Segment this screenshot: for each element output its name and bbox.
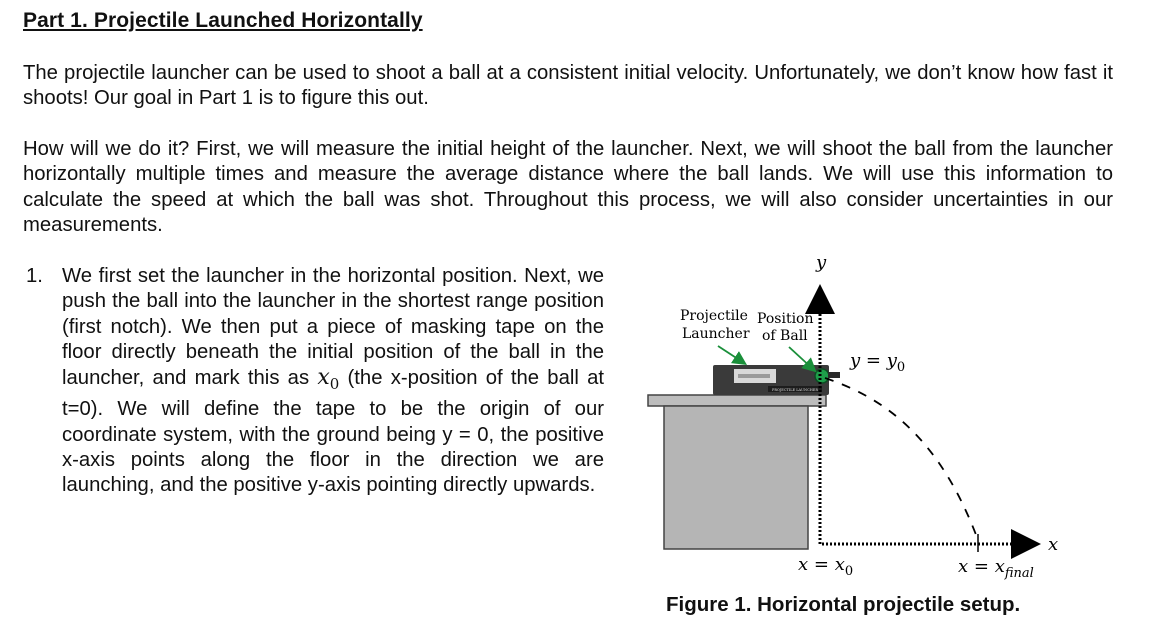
y0-label [849, 350, 905, 375]
intro-paragraph: The projectile launcher can be used to shoot a ball at a consistent initial velocity. Unfortunately, we don’t know how fast it shoots! Our goal in Part 1 is to figure this out. [23, 62, 1113, 110]
x0-variable: x [317, 365, 330, 391]
ball-label-line2: of Ball [762, 328, 808, 344]
xf-sub: final [1004, 566, 1034, 581]
launcher-sticker: PROJECTILE LAUNCHER [772, 388, 818, 392]
y0-sub: 0 [896, 360, 906, 375]
trajectory-path [825, 378, 978, 540]
list-item-number: 1. [26, 265, 43, 287]
launcher-label-line1: Projectile [680, 308, 748, 324]
xf-base: x [994, 556, 1005, 577]
section-heading: Part 1. Projectile Launched Horizontally [23, 9, 423, 32]
figure-caption: Figure 1. Horizontal projectile setup. [666, 593, 1021, 616]
y0-eq: = [860, 350, 887, 371]
x0-eq: = [808, 554, 835, 575]
projectile-diagram [640, 248, 1140, 588]
projectile-figure [640, 248, 1140, 588]
x0-subscript: 0 [329, 375, 340, 394]
x0-sub: 0 [844, 564, 854, 579]
xf-var: x [958, 556, 969, 577]
list-text-after: (the x-position of the ball at t=0). We will define the tape to be the origin of our coordinate system, with the ground being y = 0, the positive x-axis points along the floor in the direction we are launching, and the positive y-axis pointing directly upwards. [62, 367, 605, 497]
xf-eq: = [968, 556, 995, 577]
xfinal-label [958, 556, 1034, 581]
y0-var: y [850, 350, 861, 371]
y-axis-label: y [816, 252, 827, 273]
x-axis-label: x [1048, 534, 1059, 555]
list-item-text [62, 264, 604, 499]
x0-label [798, 554, 853, 579]
launcher-label-line2: Launcher [682, 326, 750, 342]
y0-base: y [886, 350, 897, 371]
list-text-before: We first set the launcher in the horizontal position. Next, we push the ball into the launcher in the shortest range position (first notch). We then put a piece of masking tape on the floor directly beneath the initial position of the ball in the launcher, and mark this as [62, 265, 604, 390]
method-paragraph: How will we do it? First, we will measure the initial height of the launcher. Next, we will shoot the ball from the launcher horizontally multiple times and measure the average distance where the ball lands. We will use this information to calculate the speed at which the ball was shot. Throughout this process, we will also consider uncertainties in our measurements. [23, 138, 1113, 236]
ball-label-line1: Position [757, 311, 814, 327]
ball-icon [815, 369, 829, 383]
table-body [664, 406, 808, 549]
table-top [648, 395, 826, 406]
launcher-pointer-arrow [718, 346, 744, 363]
x0-base: x [834, 554, 845, 575]
x0-var: x [798, 554, 809, 575]
